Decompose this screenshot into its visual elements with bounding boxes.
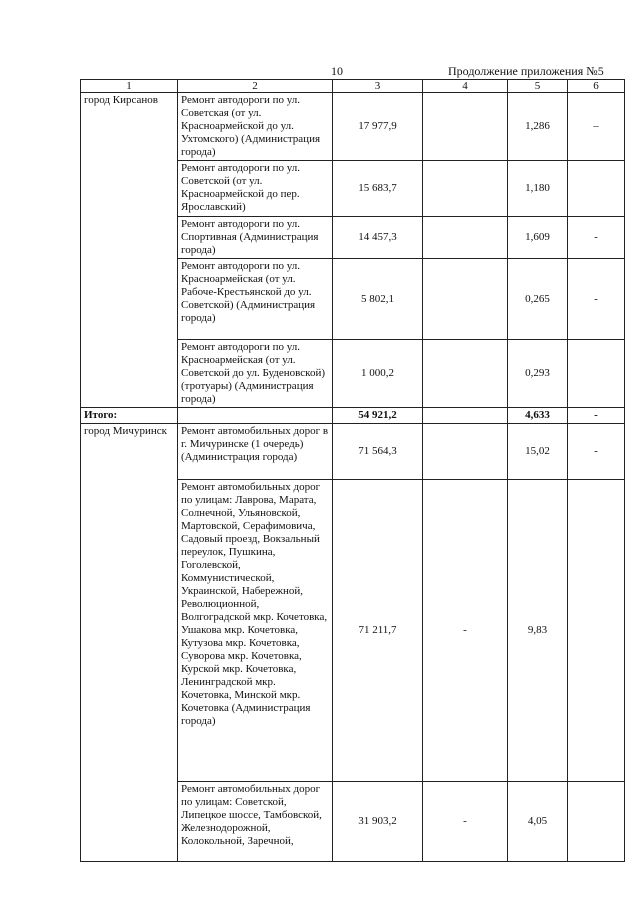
column-6-value <box>568 161 625 217</box>
table-row <box>81 161 625 217</box>
cost-value: 17 977,9 <box>333 93 423 161</box>
column-6-value: – <box>568 93 625 161</box>
column-4-value <box>423 340 508 408</box>
cost-value: 71 564,3 <box>333 424 423 480</box>
road-work-description: Ремонт автомобильных дорог по улицам: Советской, Липецкое шоссе, Тамбовской, Железнодорожной, Колокольной, Заречной, <box>178 782 333 862</box>
city-cell-continued <box>81 259 178 340</box>
column-number: 6 <box>568 80 625 93</box>
cost-value: 14 457,3 <box>333 217 423 259</box>
road-work-description: Ремонт автодороги по ул. Красноармейская (от ул. Советской до ул. Буденовской) (тротуары) (Администрация города) <box>178 340 333 408</box>
total-row <box>81 408 625 424</box>
city-cell-continued <box>81 217 178 259</box>
column-number-row <box>81 80 625 93</box>
city-cell-continued <box>81 782 178 862</box>
total-cost: 54 921,2 <box>333 408 423 424</box>
city-cell: город Мичуринск <box>81 424 178 480</box>
cost-value: 5 802,1 <box>333 259 423 340</box>
road-work-description: Ремонт автомобильных дорог в г. Мичуринске (1 очередь) (Администрация города) <box>178 424 333 480</box>
cost-value: 31 903,2 <box>333 782 423 862</box>
length-value: 15,02 <box>508 424 568 480</box>
column-number: 3 <box>333 80 423 93</box>
total-length: 4,633 <box>508 408 568 424</box>
length-value: 1,609 <box>508 217 568 259</box>
column-4-value: - <box>423 782 508 862</box>
length-value: 9,83 <box>508 480 568 782</box>
column-4-value <box>423 424 508 480</box>
column-4-value <box>423 217 508 259</box>
total-column-4 <box>423 408 508 424</box>
table-row <box>81 340 625 408</box>
length-value: 4,05 <box>508 782 568 862</box>
column-number: 5 <box>508 80 568 93</box>
continuation-caption: Продолжение приложения №5 <box>448 64 604 78</box>
column-4-value <box>423 93 508 161</box>
column-4-value <box>423 161 508 217</box>
appendix-table <box>80 79 625 862</box>
city-cell-continued <box>81 161 178 217</box>
total-label: Итого: <box>81 408 178 424</box>
total-empty-cell <box>178 408 333 424</box>
column-number: 2 <box>178 80 333 93</box>
column-6-value <box>568 480 625 782</box>
table-row <box>81 480 625 782</box>
table-row <box>81 217 625 259</box>
page-number: 10 <box>331 64 343 78</box>
length-value: 0,265 <box>508 259 568 340</box>
length-value: 0,293 <box>508 340 568 408</box>
city-cell-continued <box>81 340 178 408</box>
cost-value: 15 683,7 <box>333 161 423 217</box>
road-work-description: Ремонт автодороги по ул. Красноармейская (от ул. Рабоче-Крестьянской до ул. Советской) (Администрация города) <box>178 259 333 340</box>
table-row <box>81 93 625 161</box>
column-6-value: - <box>568 259 625 340</box>
column-6-value: - <box>568 217 625 259</box>
length-value: 1,286 <box>508 93 568 161</box>
column-4-value: - <box>423 480 508 782</box>
length-value: 1,180 <box>508 161 568 217</box>
column-6-value: - <box>568 424 625 480</box>
road-work-description: Ремонт автомобильных дорог по улицам: Лаврова, Марата, Солнечной, Ульяновской, Мартовской, Серафимовича, Садовый проезд, Вокзальный переулок, Пушкина, Гоголевской, Коммунистической, Украинской, Набережной, Революционной, Волгоградской мкр. Кочетовка, Ушакова мкр. Кочетовка, Кутузова мкр. Кочетовка, Суворова мкр. Кочетовка, Курской мкр. Кочетовка, Ленинградской мкр. Кочетовка, Минской мкр. Кочетовка (Администрация города) <box>178 480 333 782</box>
column-number: 1 <box>81 80 178 93</box>
table-row <box>81 259 625 340</box>
road-work-description: Ремонт автодороги по ул. Советской (от ул. Красноармейской до пер. Ярославский) <box>178 161 333 217</box>
table-row <box>81 782 625 862</box>
cost-value: 1 000,2 <box>333 340 423 408</box>
table-row <box>81 424 625 480</box>
road-work-description: Ремонт автодороги по ул. Советская (от ул. Красноармейской до ул. Ухтомского) (Администрация города) <box>178 93 333 161</box>
road-work-description: Ремонт автодороги по ул. Спортивная (Администрация города) <box>178 217 333 259</box>
city-cell: город Кирсанов <box>81 93 178 161</box>
column-6-value <box>568 340 625 408</box>
column-number: 4 <box>423 80 508 93</box>
city-cell-continued <box>81 480 178 782</box>
total-column-6: - <box>568 408 625 424</box>
column-4-value <box>423 259 508 340</box>
column-6-value <box>568 782 625 862</box>
cost-value: 71 211,7 <box>333 480 423 782</box>
